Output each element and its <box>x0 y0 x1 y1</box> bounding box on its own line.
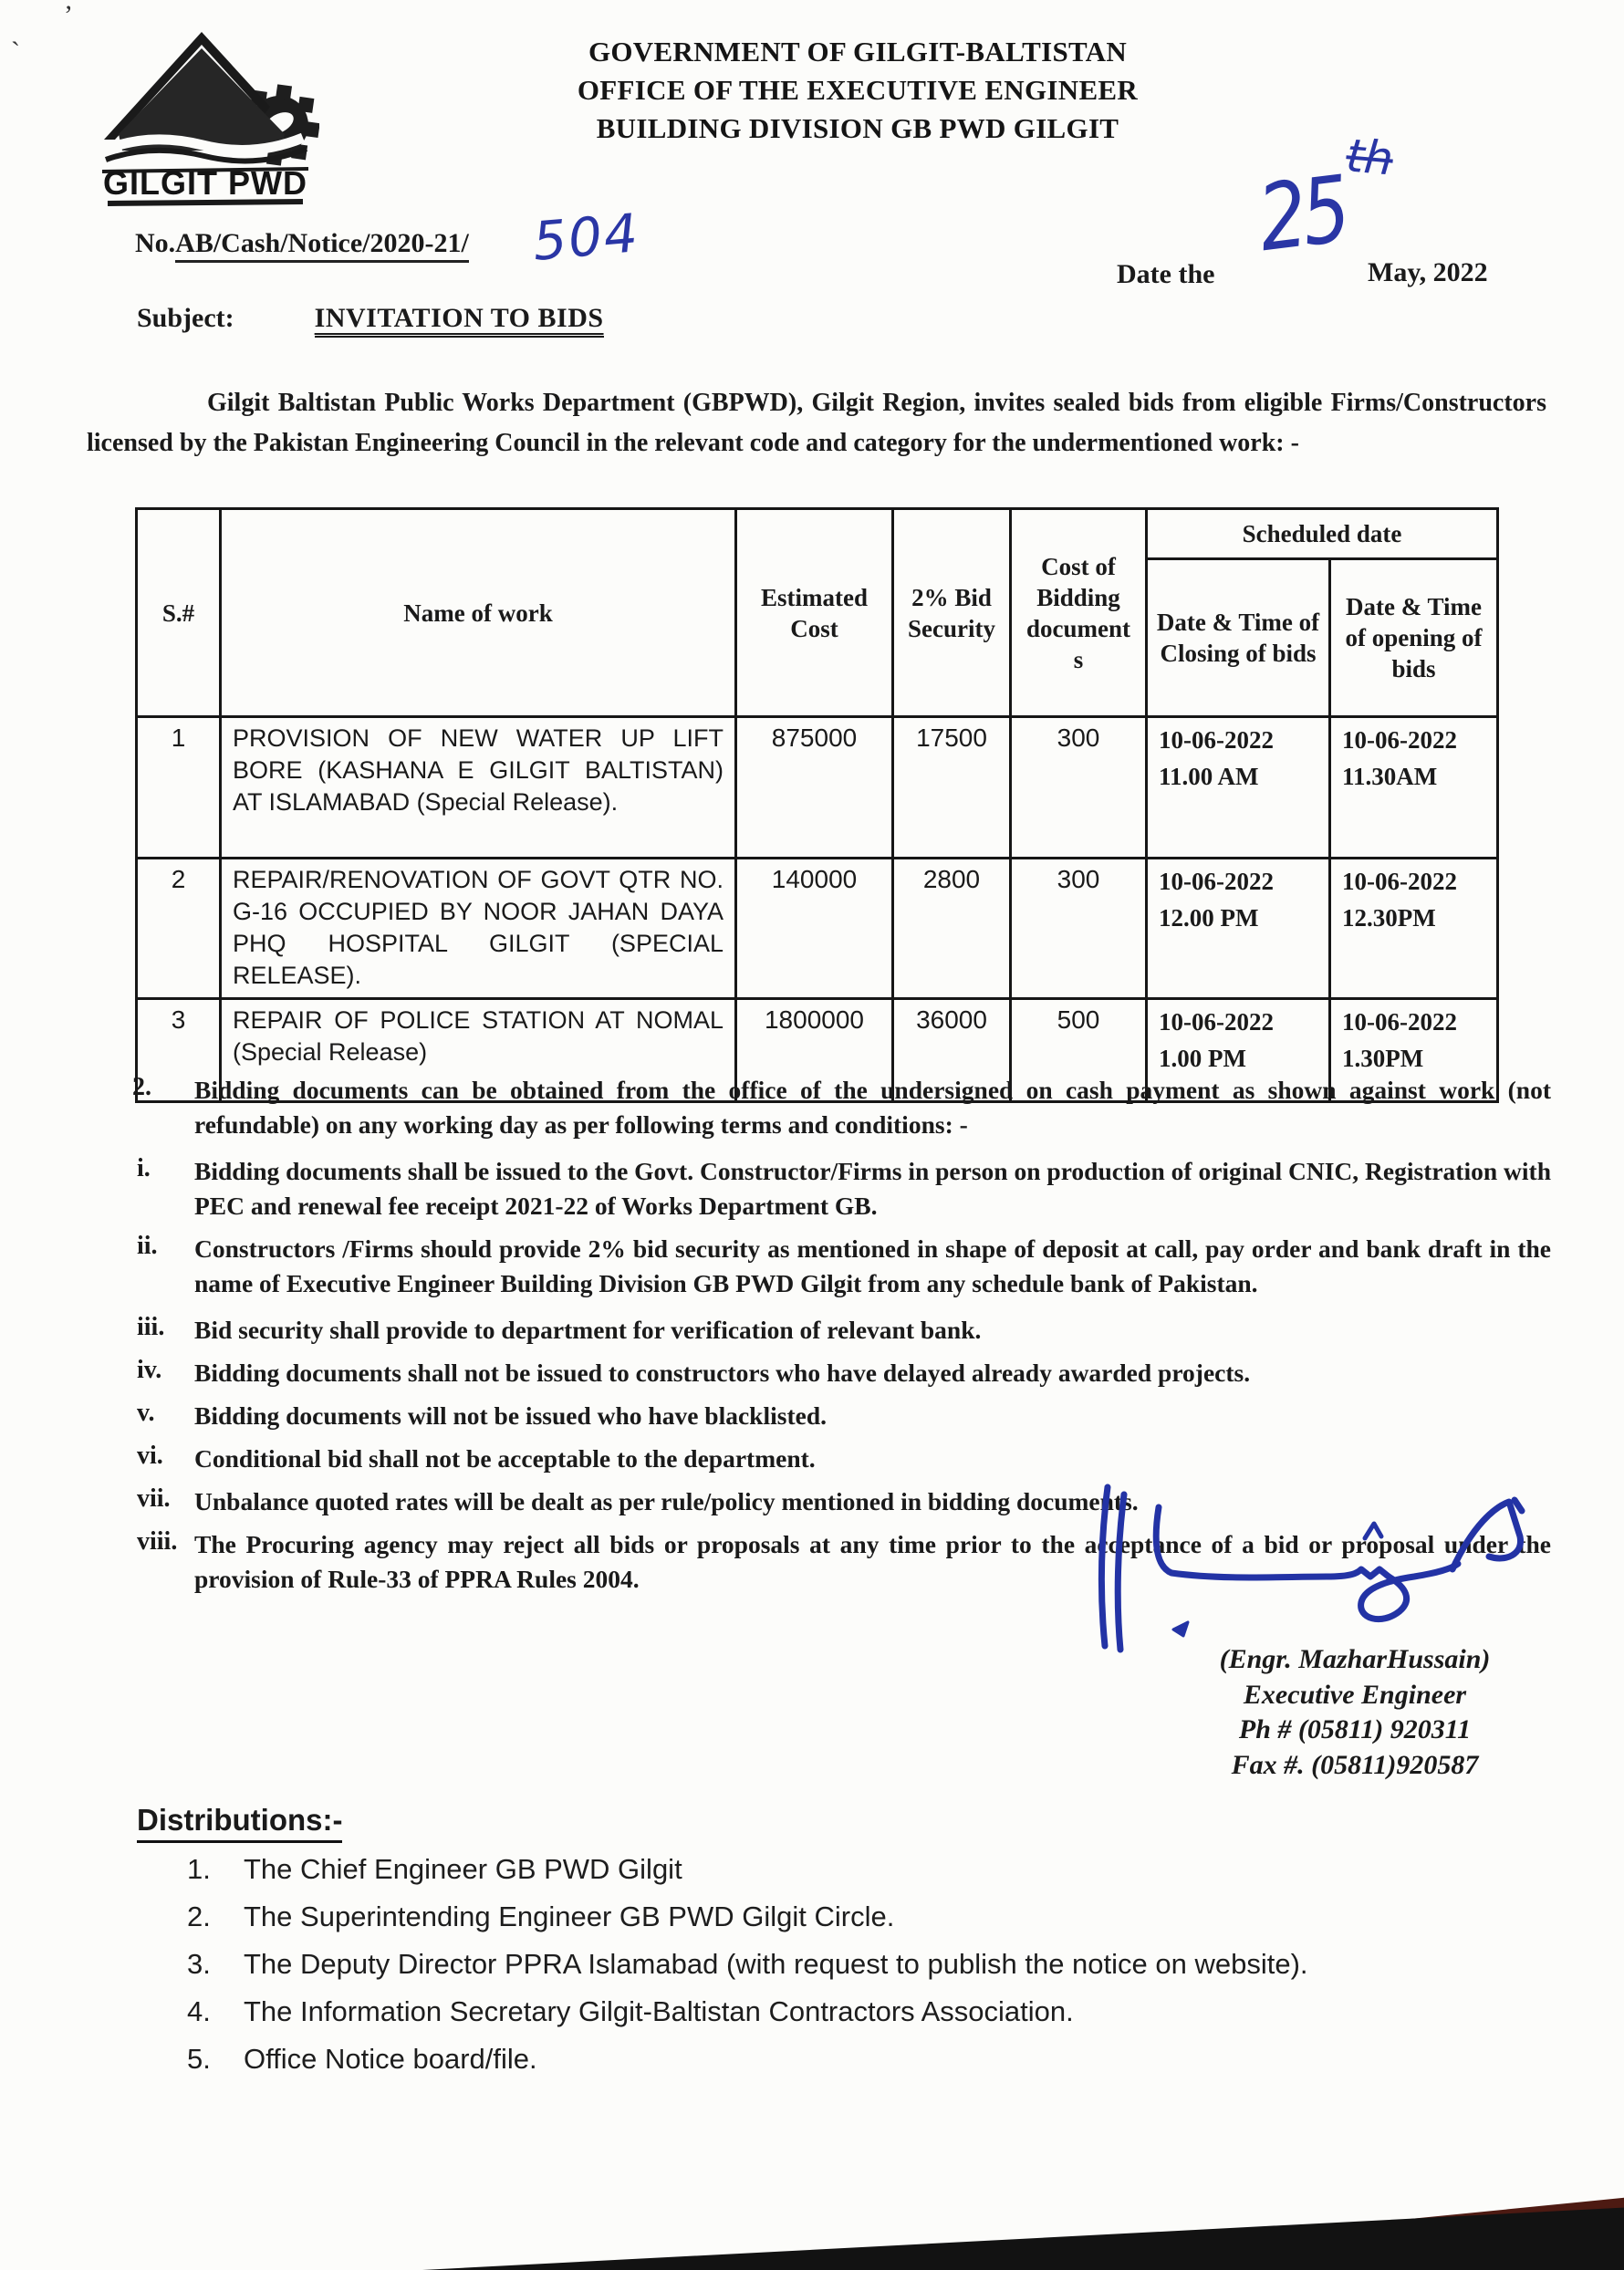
distribution-item <box>187 1947 1537 1982</box>
subject-line <box>137 303 604 334</box>
row-name-of-work: REPAIR OF POLICE STATION AT NOMAL (Special Release) <box>221 999 736 1102</box>
intro-paragraph: Gilgit Baltistan Public Works Department (GBPWD), Gilgit Region, invites sealed bids from eligible Firms/Constructors licensed by the Pakistan Engineering Council in the relevant code and category for the undermentioned work: - <box>87 389 1546 457</box>
row-doc-cost: 300 <box>1011 717 1147 859</box>
row-doc-cost: 500 <box>1011 999 1147 1102</box>
term-number: 2. <box>132 1073 151 1101</box>
term-item <box>87 1399 1551 1433</box>
scan-speck-left: ` <box>11 36 20 67</box>
row-sn: 2 <box>137 859 221 999</box>
distribution-item <box>187 1900 1537 1934</box>
term-number: iv. <box>137 1356 162 1384</box>
term-text: The Procuring agency may reject all bids or proposals at any time prior to the acceptance of a bid or proposal under the provision of Rule-33 of PPRA Rules 2004. <box>194 1530 1551 1593</box>
term-item <box>87 1073 1551 1142</box>
handwritten-serial-number: 504 <box>530 202 642 273</box>
table-row <box>137 717 1498 859</box>
term-item <box>87 1442 1551 1476</box>
distribution-number: 5. <box>187 2043 211 2075</box>
col-header-scheduled-date: Scheduled date <box>1147 509 1498 559</box>
closing-time: 11.00 AM <box>1159 763 1259 790</box>
row-bid-security: 17500 <box>893 717 1011 859</box>
col-header-estimated-cost: Estimated Cost <box>736 509 893 717</box>
term-number: viii. <box>137 1527 178 1556</box>
letterhead-line-3: BUILDING DIVISION GB PWD GILGIT <box>596 112 1119 144</box>
distribution-number: 2. <box>187 1900 211 1932</box>
term-text: Bidding documents shall be issued to the Govt. Constructor/Firms in person on production of original CNIC, Registration with PEC and renewal fee receipt 2021-22 of Works Department GB. <box>194 1157 1551 1220</box>
term-text: Bidding documents can be obtained from the office of the undersigned on cash payment as shown against work (not refundable) on any working day as per following terms and conditions: - <box>194 1076 1551 1139</box>
col-header-bid-security: 2% Bid Security <box>893 509 1011 717</box>
row-name-of-work: PROVISION OF NEW WATER UP LIFT BORE (KASHANA E GILGIT BALTISTAN) AT ISLAMABAD (Special Release). <box>221 717 736 859</box>
term-number: v. <box>137 1399 155 1427</box>
col-header-closing: Date & Time of Closing of bids <box>1147 559 1330 717</box>
closing-time: 1.00 PM <box>1159 1045 1246 1072</box>
distribution-text: The Deputy Director PPRA Islamabad (with request to publish the notice on website). <box>244 1948 1308 1980</box>
distribution-item <box>187 1852 1537 1887</box>
row-closing <box>1147 717 1330 859</box>
term-item <box>87 1232 1551 1301</box>
gilgit-pwd-logo <box>91 23 319 210</box>
opening-time: 1.30PM <box>1342 1045 1424 1072</box>
distribution-text: The Information Secretary Gilgit-Baltistan Contractors Association. <box>244 1995 1074 2027</box>
row-opening <box>1330 859 1498 999</box>
row-opening <box>1330 717 1498 859</box>
closing-date: 10-06-2022 <box>1159 1008 1274 1036</box>
term-number: vi. <box>137 1442 163 1470</box>
signatory-phone: Ph # (05811) 920311 <box>1238 1714 1472 1744</box>
row-name-of-work: REPAIR/RENOVATION OF GOVT QTR NO. G-16 OCCUPIED BY NOOR JAHAN DAYA PHQ HOSPITAL GILGIT (SPECIAL RELEASE). <box>221 859 736 999</box>
col-header-doc-cost: Cost of Bidding documents <box>1011 509 1147 717</box>
row-sn: 1 <box>137 717 221 859</box>
scan-edge-shadow <box>0 2188 1624 2270</box>
col-header-opening: Date & Time of opening of bids <box>1330 559 1498 717</box>
scan-speck-top: ’ <box>64 0 73 30</box>
opening-time: 11.30AM <box>1342 763 1438 790</box>
row-closing <box>1147 859 1330 999</box>
row-estimated-cost: 140000 <box>736 859 893 999</box>
letterhead-line-2: OFFICE OF THE EXECUTIVE ENGINEER <box>577 74 1139 106</box>
distribution-text: The Chief Engineer GB PWD Gilgit <box>244 1853 682 1885</box>
row-estimated-cost: 875000 <box>736 717 893 859</box>
handwritten-day <box>1241 128 1405 273</box>
term-text: Conditional bid shall not be acceptable to the department. <box>194 1444 816 1473</box>
signature-block <box>1177 1642 1533 1783</box>
term-text: Bidding documents shall not be issued to constructors who have delayed already awarded projects. <box>194 1359 1251 1387</box>
opening-time: 12.30PM <box>1342 904 1436 932</box>
col-header-sn: S.# <box>137 509 221 717</box>
handwritten-day-number: 25 <box>1253 155 1352 273</box>
letterhead <box>547 33 1168 148</box>
row-bid-security: 36000 <box>893 999 1011 1102</box>
row-bid-security: 2800 <box>893 859 1011 999</box>
term-text: Bidding documents will not be issued who have blacklisted. <box>194 1401 827 1430</box>
distribution-number: 4. <box>187 1995 211 2027</box>
term-text: Bid security shall provide to department for verification of relevant bank. <box>194 1316 982 1344</box>
reference-number-line <box>135 228 469 259</box>
reference-no-value: AB/Cash/Notice/2020-21/ <box>175 228 469 263</box>
term-text: Constructors /Firms should provide 2% bid security as mentioned in shape of deposit at call, pay order and bank draft in the name of Executive Engineer Building Division GB PWD Gilgit from any schedule bank of Pakistan. <box>194 1234 1551 1297</box>
letterhead-line-1: GOVERNMENT OF GILGIT-BALTISTAN <box>588 36 1128 68</box>
signatory-title: Executive Engineer <box>1243 1679 1467 1710</box>
row-estimated-cost: 1800000 <box>736 999 893 1102</box>
term-item <box>87 1313 1551 1348</box>
distribution-text: Office Notice board/file. <box>244 2043 537 2075</box>
handwritten-signature <box>1086 1480 1560 1653</box>
term-number: iii. <box>137 1313 165 1341</box>
distributions-heading: Distributions:- <box>137 1803 342 1843</box>
signatory-fax: Fax #. (05811)920587 <box>1231 1749 1479 1780</box>
subject-label: Subject: <box>137 303 234 333</box>
term-number: vii. <box>137 1484 171 1513</box>
closing-date: 10-06-2022 <box>1159 868 1274 895</box>
term-item <box>87 1154 1551 1224</box>
opening-date: 10-06-2022 <box>1342 868 1457 895</box>
opening-date: 10-06-2022 <box>1342 726 1457 754</box>
term-item <box>87 1356 1551 1390</box>
signatory-name: (Engr. MazharHussain) <box>1219 1644 1491 1674</box>
term-number: i. <box>137 1154 151 1182</box>
closing-date: 10-06-2022 <box>1159 726 1274 754</box>
row-sn: 3 <box>137 999 221 1102</box>
distribution-number: 3. <box>187 1948 211 1980</box>
mountain-gear-logo-icon <box>91 23 319 210</box>
term-text: Unbalance quoted rates will be dealt as per rule/policy mentioned in bidding documents. <box>194 1487 1139 1515</box>
subject-value: INVITATION TO BIDS <box>315 303 604 338</box>
opening-date: 10-06-2022 <box>1342 1008 1457 1036</box>
scan-edge-artifact <box>0 2188 1624 2270</box>
distribution-number: 1. <box>187 1853 211 1885</box>
date-label: Date the <box>1117 259 1215 289</box>
distribution-text: The Superintending Engineer GB PWD Gilgit Circle. <box>244 1900 895 1932</box>
date-value: May, 2022 <box>1368 257 1488 287</box>
table-row <box>137 859 1498 999</box>
distribution-item <box>187 1994 1537 2029</box>
bids-table <box>135 507 1499 1103</box>
logo-text: GILGIT PWD <box>103 164 307 202</box>
distribution-item <box>187 2042 1537 2077</box>
handwritten-day-suffix: th <box>1344 129 1396 186</box>
closing-time: 12.00 PM <box>1159 904 1259 932</box>
term-number: ii. <box>137 1232 158 1260</box>
row-doc-cost: 300 <box>1011 859 1147 999</box>
distributions-list <box>187 1852 1537 2089</box>
col-header-name-of-work: Name of work <box>221 509 736 717</box>
reference-no-label: No. <box>135 228 176 258</box>
